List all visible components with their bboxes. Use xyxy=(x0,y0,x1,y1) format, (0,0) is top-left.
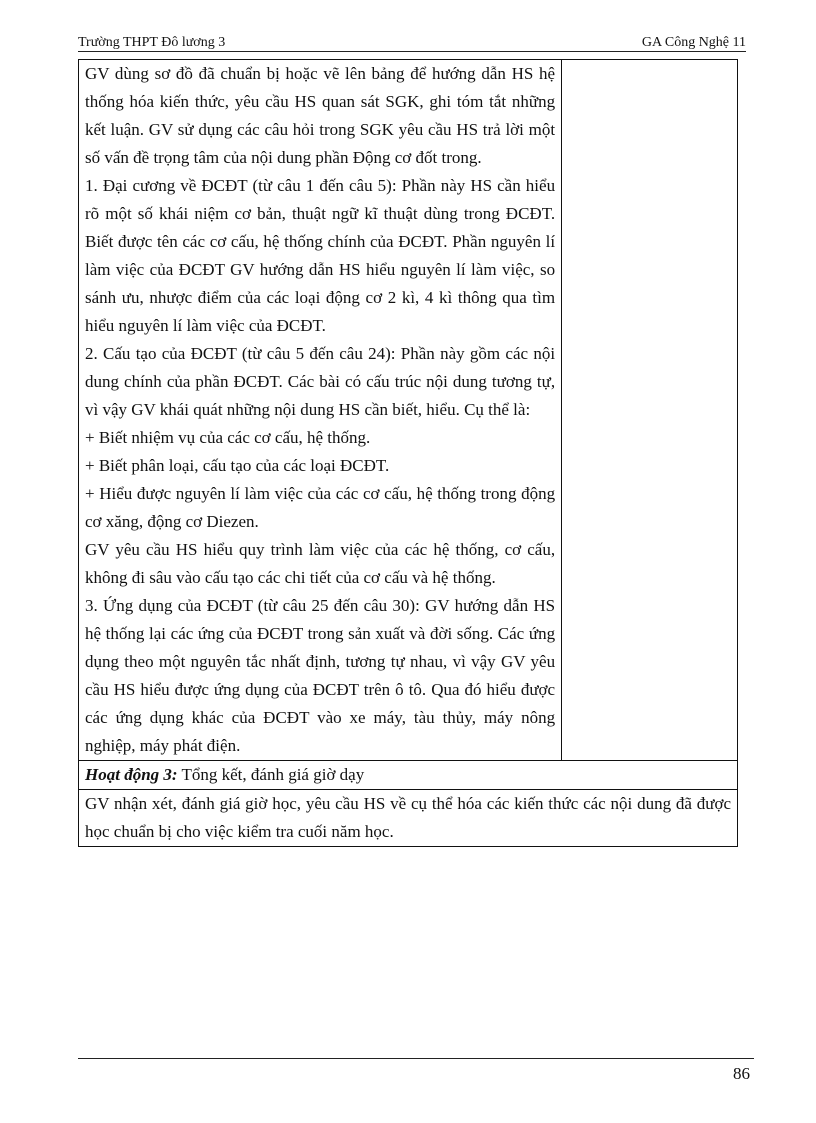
content-cell xyxy=(79,60,562,761)
activity-body-row xyxy=(79,790,738,847)
lesson-table xyxy=(78,59,738,847)
activity-heading-cell xyxy=(79,761,738,790)
section-1-paragraph: 1. Đại cương về ĐCĐT (từ câu 1 đến câu 5): Phần này HS cần hiểu rõ một số khái niệm cơ bản, thuật ngữ kĩ thuật dùng trong ĐCĐT. Biết được tên các cơ cấu, hệ thống chính của ĐCĐT. Phần nguyên lí làm việc của ĐCĐT GV hướng dẫn HS hiểu nguyên lí làm việc, so sánh ưu, nhược điểm của các loại động cơ 2 kì, 4 kì thông qua tìm hiểu nguyên lí làm việc của ĐCĐT. xyxy=(85,176,556,335)
section-2-paragraph: 2. Cấu tạo của ĐCĐT (từ câu 5 đến câu 24): Phần này gồm các nội dung chính của phần ĐCĐT. Các bài có cấu trúc nội dung tương tự, vì vậy GV khái quát những nội dung HS cần biết, hiểu. Cụ thể là: xyxy=(85,344,556,419)
page-header xyxy=(78,37,746,52)
bullet-item: + Hiểu được nguyên lí làm việc của các cơ cấu, hệ thống trong động cơ xăng, động cơ Diezen. xyxy=(85,484,556,531)
requirement-paragraph: GV yêu cầu HS hiểu quy trình làm việc của các hệ thống, cơ cấu, không đi sâu vào cấu tạo các chi tiết của cơ cấu và hệ thống. xyxy=(85,540,556,587)
activity-body-cell xyxy=(79,790,738,847)
intro-paragraph: GV dùng sơ đồ đã chuẩn bị hoặc vẽ lên bảng để hướng dẫn HS hệ thống hóa kiến thức, yêu cầu HS quan sát SGK, ghi tóm tắt những kết luận. GV sử dụng các câu hỏi trong SGK yêu cầu HS trả lời một số vấn đề trọng tâm của nội dung phần Động cơ đốt trong. xyxy=(85,64,556,167)
content-row xyxy=(79,60,738,761)
notes-cell xyxy=(562,60,738,761)
activity-heading-row xyxy=(79,761,738,790)
activity-body: GV nhận xét, đánh giá giờ học, yêu cầu HS về cụ thể hóa các kiến thức các nội dung đã được học chuẩn bị cho việc kiểm tra cuối năm học. xyxy=(85,794,731,841)
bullet-item: + Biết phân loại, cấu tạo của các loại ĐCĐT. xyxy=(85,456,390,475)
section-3-paragraph: 3. Ứng dụng của ĐCĐT (từ câu 25 đến câu 30): GV hướng dẫn HS hệ thống lại các ứng của ĐCĐT trong sản xuất và đời sống. Các ứng dụng theo một nguyên tắc nhất định, tương tự nhau, vì vậy GV yêu cầu HS hiểu được ứng dụng của ĐCĐT trên ô tô. Qua đó hiểu được các ứng dụng khác của ĐCĐT vào xe máy, tàu thủy, máy nông nghiệp, máy phát điện. xyxy=(85,596,556,755)
footer-divider xyxy=(78,1058,754,1059)
bullet-item: + Biết nhiệm vụ của các cơ cấu, hệ thống. xyxy=(85,428,371,447)
school-name: Trường THPT Đô lương 3 xyxy=(78,35,226,50)
document-title: GA Công Nghệ 11 xyxy=(641,35,746,50)
activity-title: Tổng kết, đánh giá giờ dạy xyxy=(177,765,365,784)
activity-label: Hoạt động 3: xyxy=(85,765,178,784)
page-number: 86 xyxy=(733,1064,750,1083)
